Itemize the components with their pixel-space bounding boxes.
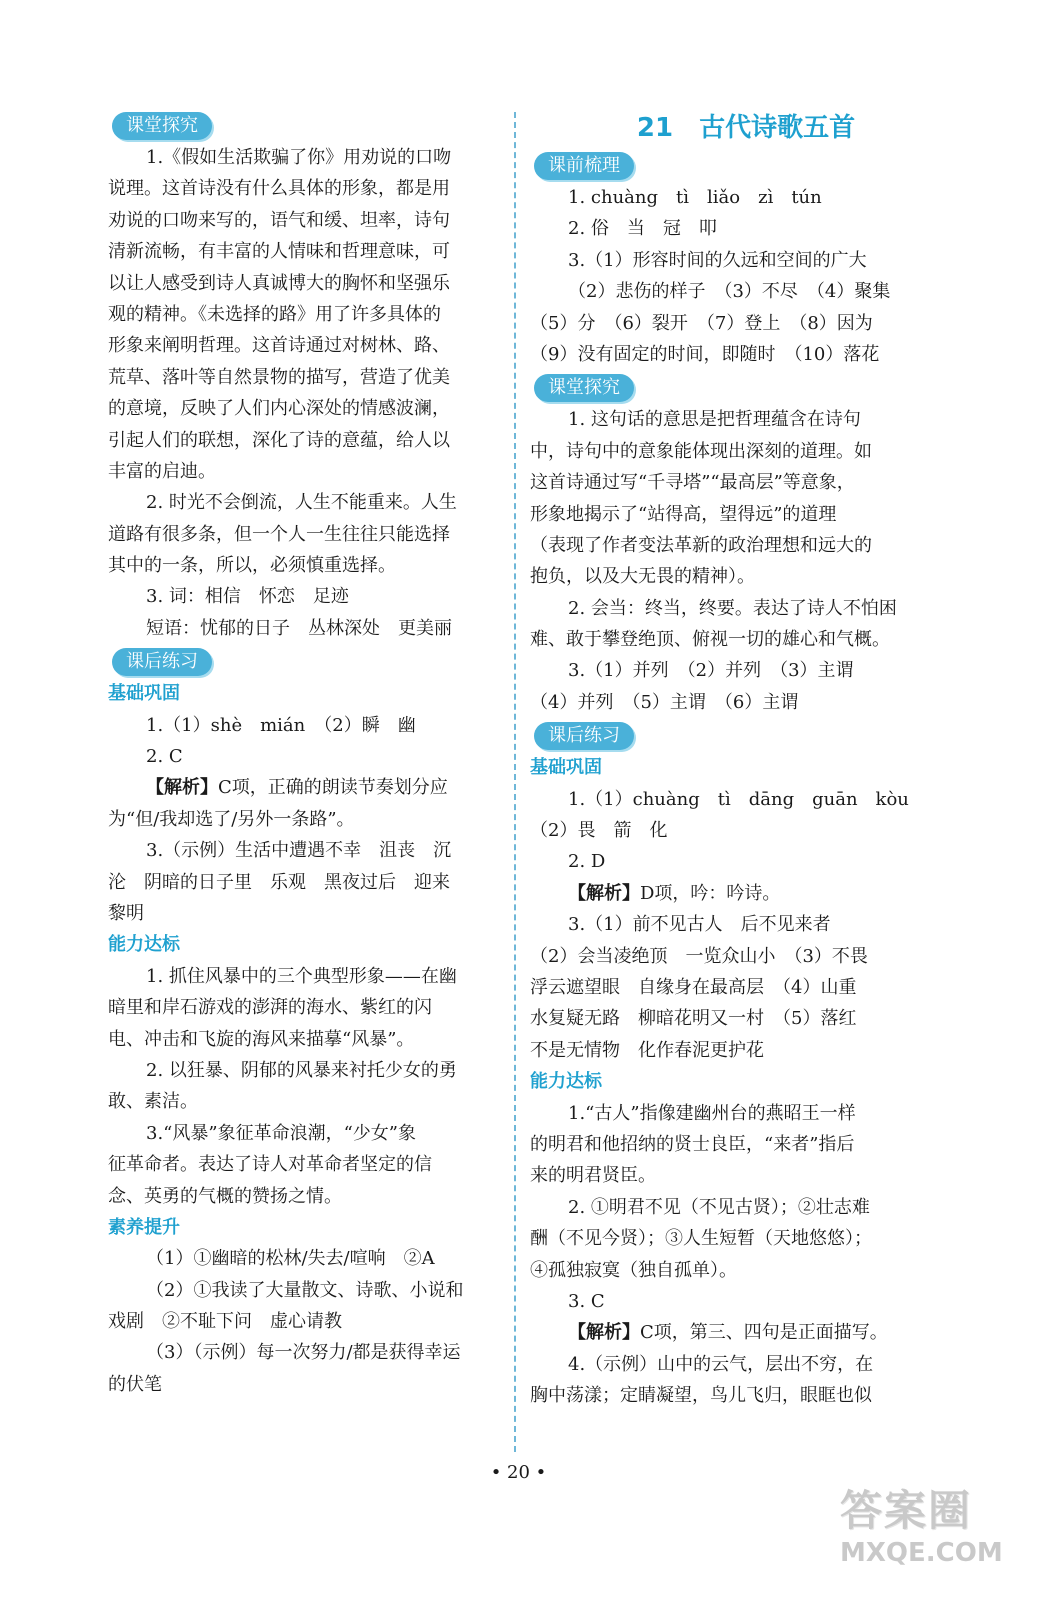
text-line: （2）悲伤的样子 （3）不尽 （4）聚集 [568,281,891,303]
subheading-basic: 基础巩固 [530,757,602,779]
watermark-title: 答案圈 [840,1486,973,1535]
text-line: 其中的一条，所以，必须慎重选择。 [108,555,396,577]
text-line: 道路有很多条，但一个人一生往往只能选择 [108,523,450,545]
text-line: 难、敢于攀登绝顶、俯视一切的雄心和气概。 [530,629,890,651]
text-line: 2. 会当：终当，终要。表达了诗人不怕困 [568,597,897,619]
text-line: （2）畏 箭 化 [530,820,668,842]
text-line: 沦 阴暗的日子里 乐观 黑夜过后 迎来 [108,871,450,893]
section-badge-practice: 课后练习 [534,722,634,750]
text-line: 形象地揭示了“站得高，望得远”的道理 [530,503,837,525]
text-line: 4.（示例）山中的云气，层出不穷，在 [568,1353,874,1375]
text-line: 2. 以狂暴、阴郁的风暴来衬托少女的勇 [146,1059,457,1081]
text-line: 1. 抓住风暴中的三个典型形象——在幽 [146,965,457,987]
text-line: 为“但/我却选了/另外一条路”。 [108,808,355,830]
text-line: 2. 时光不会倒流，人生不能重来。人生 [146,492,457,514]
column-divider [514,112,516,1452]
subheading-basic: 基础巩固 [108,683,180,705]
text-line: 的伏笔 [108,1373,162,1395]
watermark-logo [840,1478,1020,1588]
analysis-label: 【解析】 [568,882,640,904]
analysis-line [530,878,922,909]
text-line: 浮云遮望眼 自缘身在最高层 （4）山重 [530,976,857,998]
text-line: 念、英勇的气概的赞扬之情。 [108,1185,342,1207]
text-line: 1.（1）chuàng tì dāng guān kòu [568,788,909,810]
subheading-literacy: 素养提升 [108,1216,180,1238]
text-line: 水复疑无路 柳暗花明又一村 （5）落红 [530,1008,857,1030]
text-line: 3.（示例）生活中遭遇不幸 沮丧 沉 [146,840,452,862]
analysis-text: C项，第三、四句是正面描写。 [640,1322,888,1344]
text-line: 黎明 [108,902,144,924]
text-line: 劝说的口吻来写的，语气和缓、坦率，诗句 [108,209,450,231]
section-badge-explore: 课堂探究 [534,374,634,402]
analysis-text: D项，吟：吟诗。 [640,882,781,904]
text-line: 清新流畅，有丰富的人情味和哲理意味，可 [108,241,450,263]
text-line: （4）并列 （5）主谓 （6）主谓 [530,691,799,713]
text-line: 2. D [568,851,606,873]
left-column [108,108,500,1400]
subheading-ability: 能力达标 [108,934,180,956]
text-line: 3.“风暴”象征革命浪潮，“少女”象 [146,1122,416,1144]
text-line: 的明君和他招纳的贤士良臣，“来者”指后 [530,1133,855,1155]
text-line: 这首诗通过写“千寻塔”“最高层”等意象， [530,472,855,494]
text-line: 丰富的启迪。 [108,460,216,482]
section-badge-practice: 课后练习 [112,648,212,676]
text-line: 荒草、落叶等自然景物的描写，营造了优美 [108,366,450,388]
text-line: 暗里和岸石游戏的澎湃的海水、紫红的闪 [108,997,432,1019]
section-badge-preview: 课前梳理 [534,152,634,180]
text-line: 征革命者。表达了诗人对革命者坚定的信 [108,1154,432,1176]
text-line: （9）没有固定的时间，即随时 （10）落花 [530,343,880,365]
page-number: • 20 • [490,1462,547,1483]
text-line: 1.《假如生活欺骗了你》用劝说的口吻 [146,147,452,168]
text-line: 说理。这首诗没有什么具体的形象，都是用 [108,178,450,200]
text-line: 2. ①明君不见（不见古贤）；②壮志难 [568,1196,870,1218]
text-line: （5）分 （6）裂开 （7）登上 （8）因为 [530,312,873,334]
text-line: （表现了作者变法革新的政治理想和远大的 [530,534,872,556]
lesson-title: 21 古代诗歌五首 [636,113,856,143]
text-line: 3. 词：相信 怀恋 足迹 [146,586,349,608]
text-line: 戏剧 ②不耻下问 虚心请教 [108,1311,342,1333]
analysis-line [108,772,500,803]
text-line: 电、冲击和飞旋的海风来描摹“风暴”。 [108,1028,415,1050]
text-line: （2）①我读了大量散文、诗歌、小说和 [146,1279,464,1301]
text-line: （3）（示例）每一次努力/都是获得幸运 [146,1342,461,1364]
analysis-label: 【解析】 [568,1322,640,1344]
text-line: 1. 这句话的意思是把哲理蕴含在诗句 [568,409,861,431]
text-line: 形象来阐明哲理。这首诗通过对树林、路、 [108,335,450,357]
text-line: 的意境，反映了人们内心深处的情感波澜， [108,398,450,420]
text-line: 2. 俗 当 冠 叩 [568,218,717,240]
text-line: 短语：忧郁的日子 丛林深处 更美丽 [146,617,452,639]
text-line: 3. C [568,1290,605,1312]
text-line: （2）会当凌绝顶 一览众山小 （3）不畏 [530,945,868,967]
analysis-line [530,1317,922,1348]
subheading-ability: 能力达标 [530,1071,602,1093]
text-line: 3.（1）并列 （2）并列 （3）主谓 [568,660,854,682]
text-line: 3.（1）形容时间的久远和空间的广大 [568,249,867,271]
watermark-url: MXQE.COM [840,1538,1003,1568]
text-line: 1.“古人”指像建幽州台的燕昭王一样 [568,1102,856,1124]
text-line: （1）①幽暗的松林/失去/喧响 ②A [146,1248,435,1270]
text-line: 1.（1）shè mián （2）瞬 幽 [146,714,416,736]
text-line: ④孤独寂寞（独自孤单）。 [530,1259,737,1281]
text-line: 敢、素洁。 [108,1091,198,1113]
text-line: 引起人们的联想，深化了诗的意蕴，给人以 [108,429,450,451]
text-line: 酬（不见今贤）；③人生短暂（天地悠悠）； [530,1228,872,1250]
text-line: 来的明君贤臣。 [530,1165,656,1187]
analysis-text: C项，正确的朗读节奏划分应 [218,777,448,799]
text-line: 抱负，以及大无畏的精神）。 [530,566,755,588]
text-line: 2. C [146,746,183,768]
text-line: 不是无情物 化作春泥更护花 [530,1039,764,1061]
text-line: 以让人感受到诗人真诚博大的胸怀和坚强乐 [108,272,450,294]
section-badge-explore: 课堂探究 [112,112,212,140]
text-line: 中，诗句中的意象能体现出深刻的道理。如 [530,440,872,462]
analysis-label: 【解析】 [146,777,218,799]
right-column [530,108,922,1411]
text-line: 3.（1）前不见古人 后不见来者 [568,914,831,936]
text-line: 观的精神。《未选择的路》用了许多具体的 [108,303,441,325]
text-line: 1. chuàng tì liǎo zì tún [568,187,822,208]
text-line: 胸中荡漾；定睛凝望，鸟儿飞归，眼眶也似 [530,1385,872,1407]
